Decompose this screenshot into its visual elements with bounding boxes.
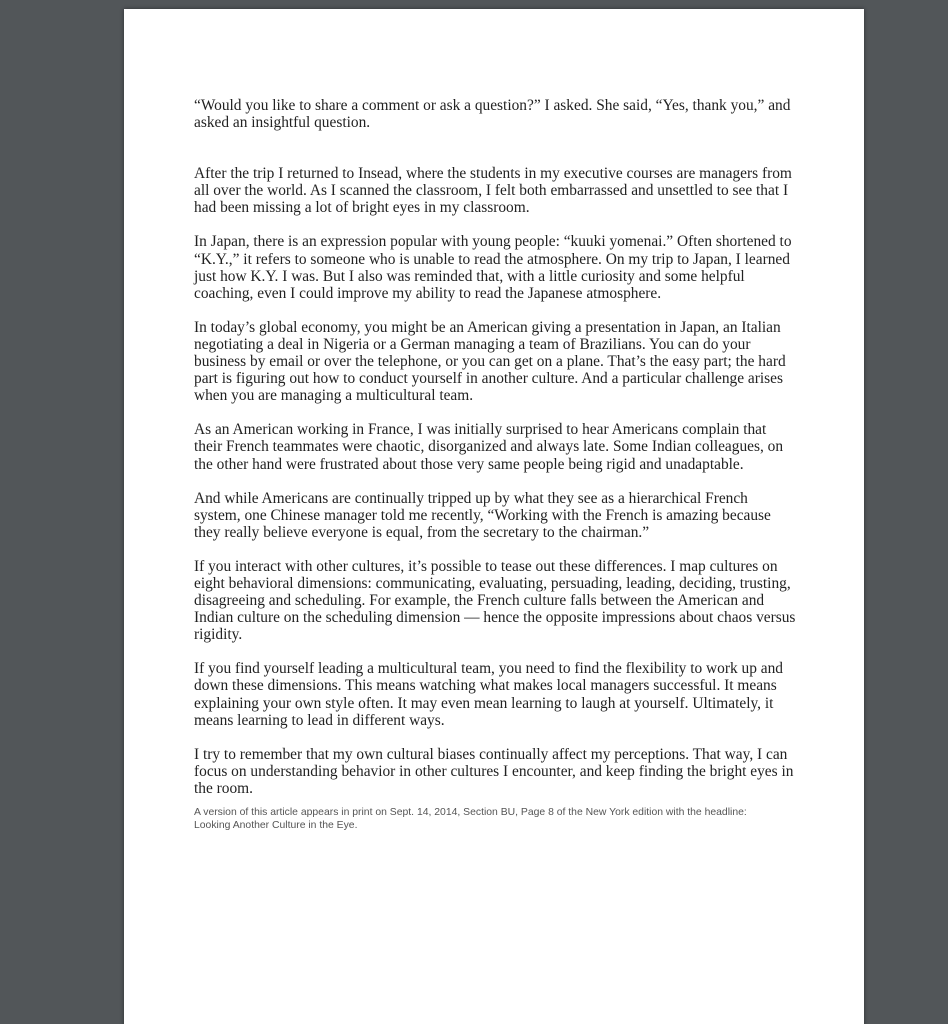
paragraph: And while Americans are continually tripped up by what they see as a hierarchical French system, one Chinese manager told me recently, “Working with the French is amazing because they really believe everyone is equal, from the secretary to the chairman.” xyxy=(194,489,771,541)
paragraph: “Would you like to share a comment or ask a question?” I asked. She said, “Yes, thank you,” and asked an insightful question. xyxy=(194,97,791,132)
paragraph: I try to remember that my own cultural biases continually affect my perceptions. That way, I can focus on understanding behavior in other cultures I encounter, and keep finding the bright eyes in the room. xyxy=(194,745,794,797)
paragraph: In Japan, there is an expression popular with young people: “kuuki yomenai.” Often shortened to “K.Y.,” it refers to someone who is unable to read the atmosphere. On my trip to Japan, I learned just how K.Y. I was. But I also was reminded that, with a little curiosity and some helpful coaching, even I could improve my ability to read the Japanese atmosphere. xyxy=(194,233,792,302)
document-page xyxy=(124,9,864,1024)
paragraph: As an American working in France, I was initially surprised to hear Americans complain that their French teammates were chaotic, disorganized and always late. Some Indian colleagues, on the other hand were frustrated about those very same people being rigid and unadaptable. xyxy=(194,421,784,473)
paragraph: If you find yourself leading a multicultural team, you need to find the flexibility to work up and down these dimensions. This means watching what makes local managers successful. It means explaining your own style often. It may even mean learning to laugh at yourself. Ultimately, it means learning to lead in different ways. xyxy=(194,660,783,729)
article-body xyxy=(194,97,796,832)
print-edition-note: A version of this article appears in print on Sept. 14, 2014, Section BU, Page 8 of the New York edition with the headline: Looking Another Culture in the Eye. xyxy=(194,807,747,831)
paragraph: If you interact with other cultures, it’s possible to tease out these differences. I map cultures on eight behavioral dimensions: communicating, evaluating, persuading, leading, deciding, trusting, disagreeing and scheduling. For example, the French culture falls between the American and Indian culture on the scheduling dimension — hence the opposite impressions about chaos versus rigidity. xyxy=(194,557,796,644)
paragraph: After the trip I returned to Insead, where the students in my executive courses are managers from all over the world. As I scanned the classroom, I felt both embarrassed and unsettled to see that I had been missing a lot of bright eyes in my classroom. xyxy=(194,165,792,217)
paragraph: In today’s global economy, you might be an American giving a presentation in Japan, an Italian negotiating a deal in Nigeria or a German managing a team of Brazilians. You can do your business by email or over the telephone, or you can get on a plane. That’s the easy part; the hard part is figuring out how to conduct yourself in another culture. And a particular challenge arises when you are managing a multicultural team. xyxy=(194,318,786,405)
